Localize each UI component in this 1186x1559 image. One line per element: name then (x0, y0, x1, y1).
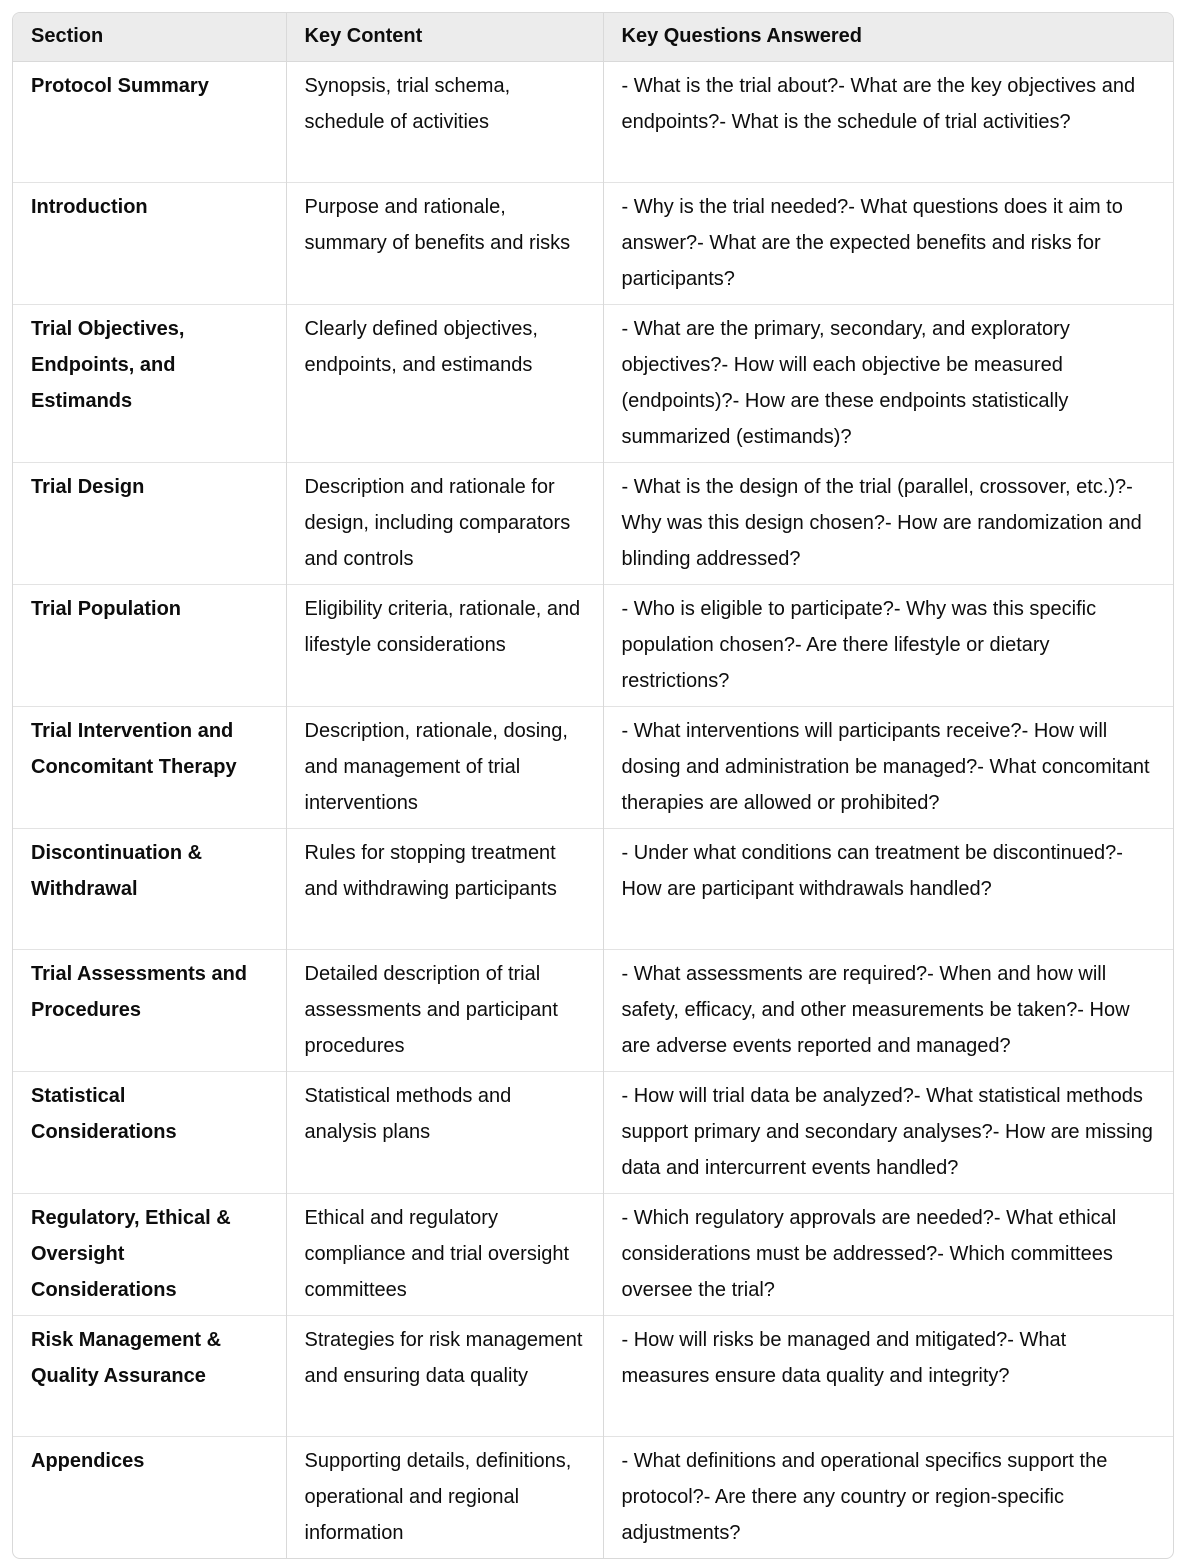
cell-section: Trial Intervention and Concomitant Therapy (13, 706, 286, 828)
table-row (13, 706, 1173, 828)
cell-section: Trial Design (13, 462, 286, 584)
cell-key-questions: - Why is the trial needed?- What questions does it aim to answer?- What are the expected benefits and risks for participants? (603, 182, 1173, 304)
cell-key-questions: - Who is eligible to participate?- Why was this specific population chosen?- Are there lifestyle or dietary restrictions? (603, 584, 1173, 706)
cell-key-content: Statistical methods and analysis plans (286, 1071, 603, 1193)
cell-key-questions: - What are the primary, secondary, and exploratory objectives?- How will each objective be measured (endpoints)?- How are these endpoints statistically summarized (estimands)? (603, 304, 1173, 462)
column-header-key-questions: Key Questions Answered (603, 13, 1173, 61)
cell-key-questions: - What assessments are required?- When and how will safety, efficacy, and other measurements be taken?- How are adverse events reported and managed? (603, 949, 1173, 1071)
table-row (13, 1315, 1173, 1436)
cell-key-questions: - How will trial data be analyzed?- What statistical methods support primary and secondary analyses?- How are missing data and intercurrent events handled? (603, 1071, 1173, 1193)
cell-key-content: Strategies for risk management and ensuring data quality (286, 1315, 603, 1436)
cell-key-content: Clearly defined objectives, endpoints, and estimands (286, 304, 603, 462)
cell-section: Trial Objectives, Endpoints, and Estimands (13, 304, 286, 462)
cell-key-questions: - What is the trial about?- What are the key objectives and endpoints?- What is the schedule of trial activities? (603, 61, 1173, 182)
cell-section: Introduction (13, 182, 286, 304)
table-row (13, 462, 1173, 584)
cell-key-content: Rules for stopping treatment and withdrawing participants (286, 828, 603, 949)
cell-key-content: Description, rationale, dosing, and management of trial interventions (286, 706, 603, 828)
cell-key-questions: - Under what conditions can treatment be discontinued?- How are participant withdrawals handled? (603, 828, 1173, 949)
cell-key-questions: - How will risks be managed and mitigated?- What measures ensure data quality and integrity? (603, 1315, 1173, 1436)
cell-key-questions: - What is the design of the trial (parallel, crossover, etc.)?- Why was this design chosen?- How are randomization and blinding addressed? (603, 462, 1173, 584)
table-row (13, 1436, 1173, 1558)
cell-key-content: Ethical and regulatory compliance and trial oversight committees (286, 1193, 603, 1315)
table-row (13, 182, 1173, 304)
table-row (13, 61, 1173, 182)
cell-section: Protocol Summary (31, 74, 209, 97)
column-header-section: Section (13, 13, 286, 61)
table-row (13, 828, 1173, 949)
table-row (13, 304, 1173, 462)
cell-key-questions: - What interventions will participants receive?- How will dosing and administration be managed?- What concomitant therapies are allowed or prohibited? (603, 706, 1173, 828)
column-header-key-content: Key Content (286, 13, 603, 61)
protocol-sections-table-container (12, 12, 1174, 1559)
table-header (13, 13, 1173, 61)
header-row (13, 13, 1173, 61)
table-row (13, 1193, 1173, 1315)
cell-section: Risk Management & Quality Assurance (13, 1315, 286, 1436)
cell-key-content: Synopsis, trial schema, schedule of activities (286, 61, 603, 182)
cell-key-questions: - What definitions and operational specifics support the protocol?- Are there any country or region-specific adjustments? (603, 1436, 1173, 1558)
table-row (13, 1071, 1173, 1193)
cell-section: Regulatory, Ethical & Oversight Considerations (13, 1193, 286, 1315)
table-row (13, 584, 1173, 706)
cell-section: Trial Assessments and Procedures (13, 949, 286, 1071)
cell-section: Trial Population (13, 584, 286, 706)
cell-key-content: Description and rationale for design, including comparators and controls (286, 462, 603, 584)
cell-section: Discontinuation & Withdrawal (13, 828, 286, 949)
protocol-sections-table (13, 13, 1173, 1558)
cell-section: Appendices (13, 1436, 286, 1558)
cell-key-questions: - Which regulatory approvals are needed?- What ethical considerations must be addressed?- Which committees oversee the trial? (603, 1193, 1173, 1315)
cell-key-content: Supporting details, definitions, operational and regional information (286, 1436, 603, 1558)
cell-key-content: Purpose and rationale, summary of benefits and risks (286, 182, 603, 304)
table-body (13, 61, 1173, 1558)
cell-section: Statistical Considerations (13, 1071, 286, 1193)
cell-key-content: Eligibility criteria, rationale, and lifestyle considerations (286, 584, 603, 706)
table-row (13, 949, 1173, 1071)
cell-key-content: Detailed description of trial assessments and participant procedures (286, 949, 603, 1071)
